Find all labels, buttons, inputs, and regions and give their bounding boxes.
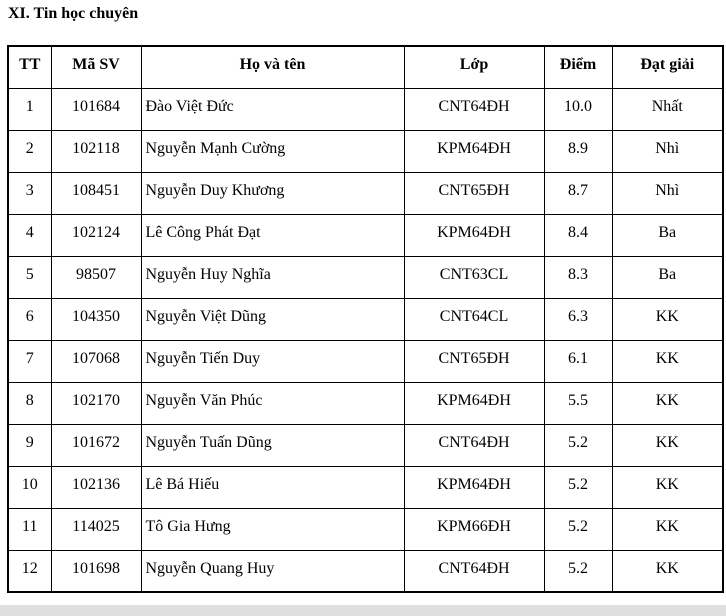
- table-row: [8, 172, 723, 214]
- cell-dat_giai: KK: [612, 424, 723, 466]
- cell-lop: CNT64ĐH: [404, 550, 544, 592]
- results-table: [7, 45, 724, 593]
- results-table-header: [8, 46, 723, 88]
- cell-tt: 5: [8, 256, 51, 298]
- cell-ho_ten: Nguyễn Duy Khương: [141, 172, 404, 214]
- screenshot-bottom-edge: [0, 605, 726, 616]
- cell-lop: KPM64ĐH: [404, 466, 544, 508]
- cell-tt: 8: [8, 382, 51, 424]
- table-row: [8, 214, 723, 256]
- cell-diem: 5.5: [544, 382, 612, 424]
- header-ma-sv: Mã SV: [51, 46, 141, 88]
- cell-diem: 10.0: [544, 88, 612, 130]
- cell-tt: 2: [8, 130, 51, 172]
- cell-diem: 8.3: [544, 256, 612, 298]
- cell-dat_giai: Nhất: [612, 88, 723, 130]
- header-diem: Điểm: [544, 46, 612, 88]
- cell-dat_giai: KK: [612, 340, 723, 382]
- header-lop: Lớp: [404, 46, 544, 88]
- table-row: [8, 298, 723, 340]
- cell-ma_sv: 108451: [51, 172, 141, 214]
- cell-diem: 8.9: [544, 130, 612, 172]
- cell-tt: 7: [8, 340, 51, 382]
- cell-ma_sv: 102118: [51, 130, 141, 172]
- cell-ho_ten: Nguyễn Quang Huy: [141, 550, 404, 592]
- cell-tt: 1: [8, 88, 51, 130]
- cell-ma_sv: 107068: [51, 340, 141, 382]
- cell-ho_ten: Nguyễn Văn Phúc: [141, 382, 404, 424]
- cell-lop: CNT65ĐH: [404, 340, 544, 382]
- cell-dat_giai: KK: [612, 508, 723, 550]
- header-row: [8, 46, 723, 88]
- results-table-body: [8, 88, 723, 592]
- cell-tt: 4: [8, 214, 51, 256]
- cell-dat_giai: Nhì: [612, 130, 723, 172]
- cell-diem: 8.4: [544, 214, 612, 256]
- cell-diem: 5.2: [544, 424, 612, 466]
- table-row: [8, 508, 723, 550]
- cell-lop: KPM66ĐH: [404, 508, 544, 550]
- cell-lop: KPM64ĐH: [404, 382, 544, 424]
- cell-lop: KPM64ĐH: [404, 130, 544, 172]
- cell-ho_ten: Tô Gia Hưng: [141, 508, 404, 550]
- table-row: [8, 424, 723, 466]
- cell-dat_giai: KK: [612, 550, 723, 592]
- cell-ho_ten: Lê Công Phát Đạt: [141, 214, 404, 256]
- cell-dat_giai: KK: [612, 382, 723, 424]
- cell-ma_sv: 102170: [51, 382, 141, 424]
- table-row: [8, 340, 723, 382]
- cell-tt: 3: [8, 172, 51, 214]
- table-row: [8, 130, 723, 172]
- cell-diem: 6.1: [544, 340, 612, 382]
- cell-dat_giai: Ba: [612, 256, 723, 298]
- cell-ho_ten: Nguyễn Tiến Duy: [141, 340, 404, 382]
- cell-ho_ten: Lê Bá Hiếu: [141, 466, 404, 508]
- table-row: [8, 382, 723, 424]
- table-row: [8, 466, 723, 508]
- cell-tt: 6: [8, 298, 51, 340]
- cell-dat_giai: Nhì: [612, 172, 723, 214]
- cell-lop: CNT64ĐH: [404, 424, 544, 466]
- cell-ma_sv: 98507: [51, 256, 141, 298]
- cell-dat_giai: Ba: [612, 214, 723, 256]
- cell-ma_sv: 101672: [51, 424, 141, 466]
- header-ho-va-ten: Họ và tên: [141, 46, 404, 88]
- cell-tt: 12: [8, 550, 51, 592]
- cell-ma_sv: 114025: [51, 508, 141, 550]
- cell-lop: CNT65ĐH: [404, 172, 544, 214]
- cell-diem: 6.3: [544, 298, 612, 340]
- cell-lop: CNT63CL: [404, 256, 544, 298]
- table-row: [8, 550, 723, 592]
- cell-ho_ten: Nguyễn Việt Dũng: [141, 298, 404, 340]
- cell-diem: 5.2: [544, 508, 612, 550]
- cell-dat_giai: KK: [612, 298, 723, 340]
- cell-lop: CNT64ĐH: [404, 88, 544, 130]
- cell-diem: 8.7: [544, 172, 612, 214]
- cell-tt: 11: [8, 508, 51, 550]
- table-row: [8, 88, 723, 130]
- cell-tt: 9: [8, 424, 51, 466]
- cell-ho_ten: Nguyễn Huy Nghĩa: [141, 256, 404, 298]
- cell-ma_sv: 102136: [51, 466, 141, 508]
- cell-ho_ten: Nguyễn Mạnh Cường: [141, 130, 404, 172]
- cell-lop: CNT64CL: [404, 298, 544, 340]
- cell-diem: 5.2: [544, 550, 612, 592]
- cell-dat_giai: KK: [612, 466, 723, 508]
- cell-diem: 5.2: [544, 466, 612, 508]
- cell-ho_ten: Đào Việt Đức: [141, 88, 404, 130]
- cell-lop: KPM64ĐH: [404, 214, 544, 256]
- cell-ma_sv: 101698: [51, 550, 141, 592]
- cell-ma_sv: 104350: [51, 298, 141, 340]
- table-row: [8, 256, 723, 298]
- cell-ma_sv: 102124: [51, 214, 141, 256]
- section-title: XI. Tin học chuyên: [8, 5, 139, 22]
- cell-ma_sv: 101684: [51, 88, 141, 130]
- header-tt: TT: [8, 46, 51, 88]
- header-dat-giai: Đạt giải: [612, 46, 723, 88]
- cell-ho_ten: Nguyễn Tuấn Dũng: [141, 424, 404, 466]
- cell-tt: 10: [8, 466, 51, 508]
